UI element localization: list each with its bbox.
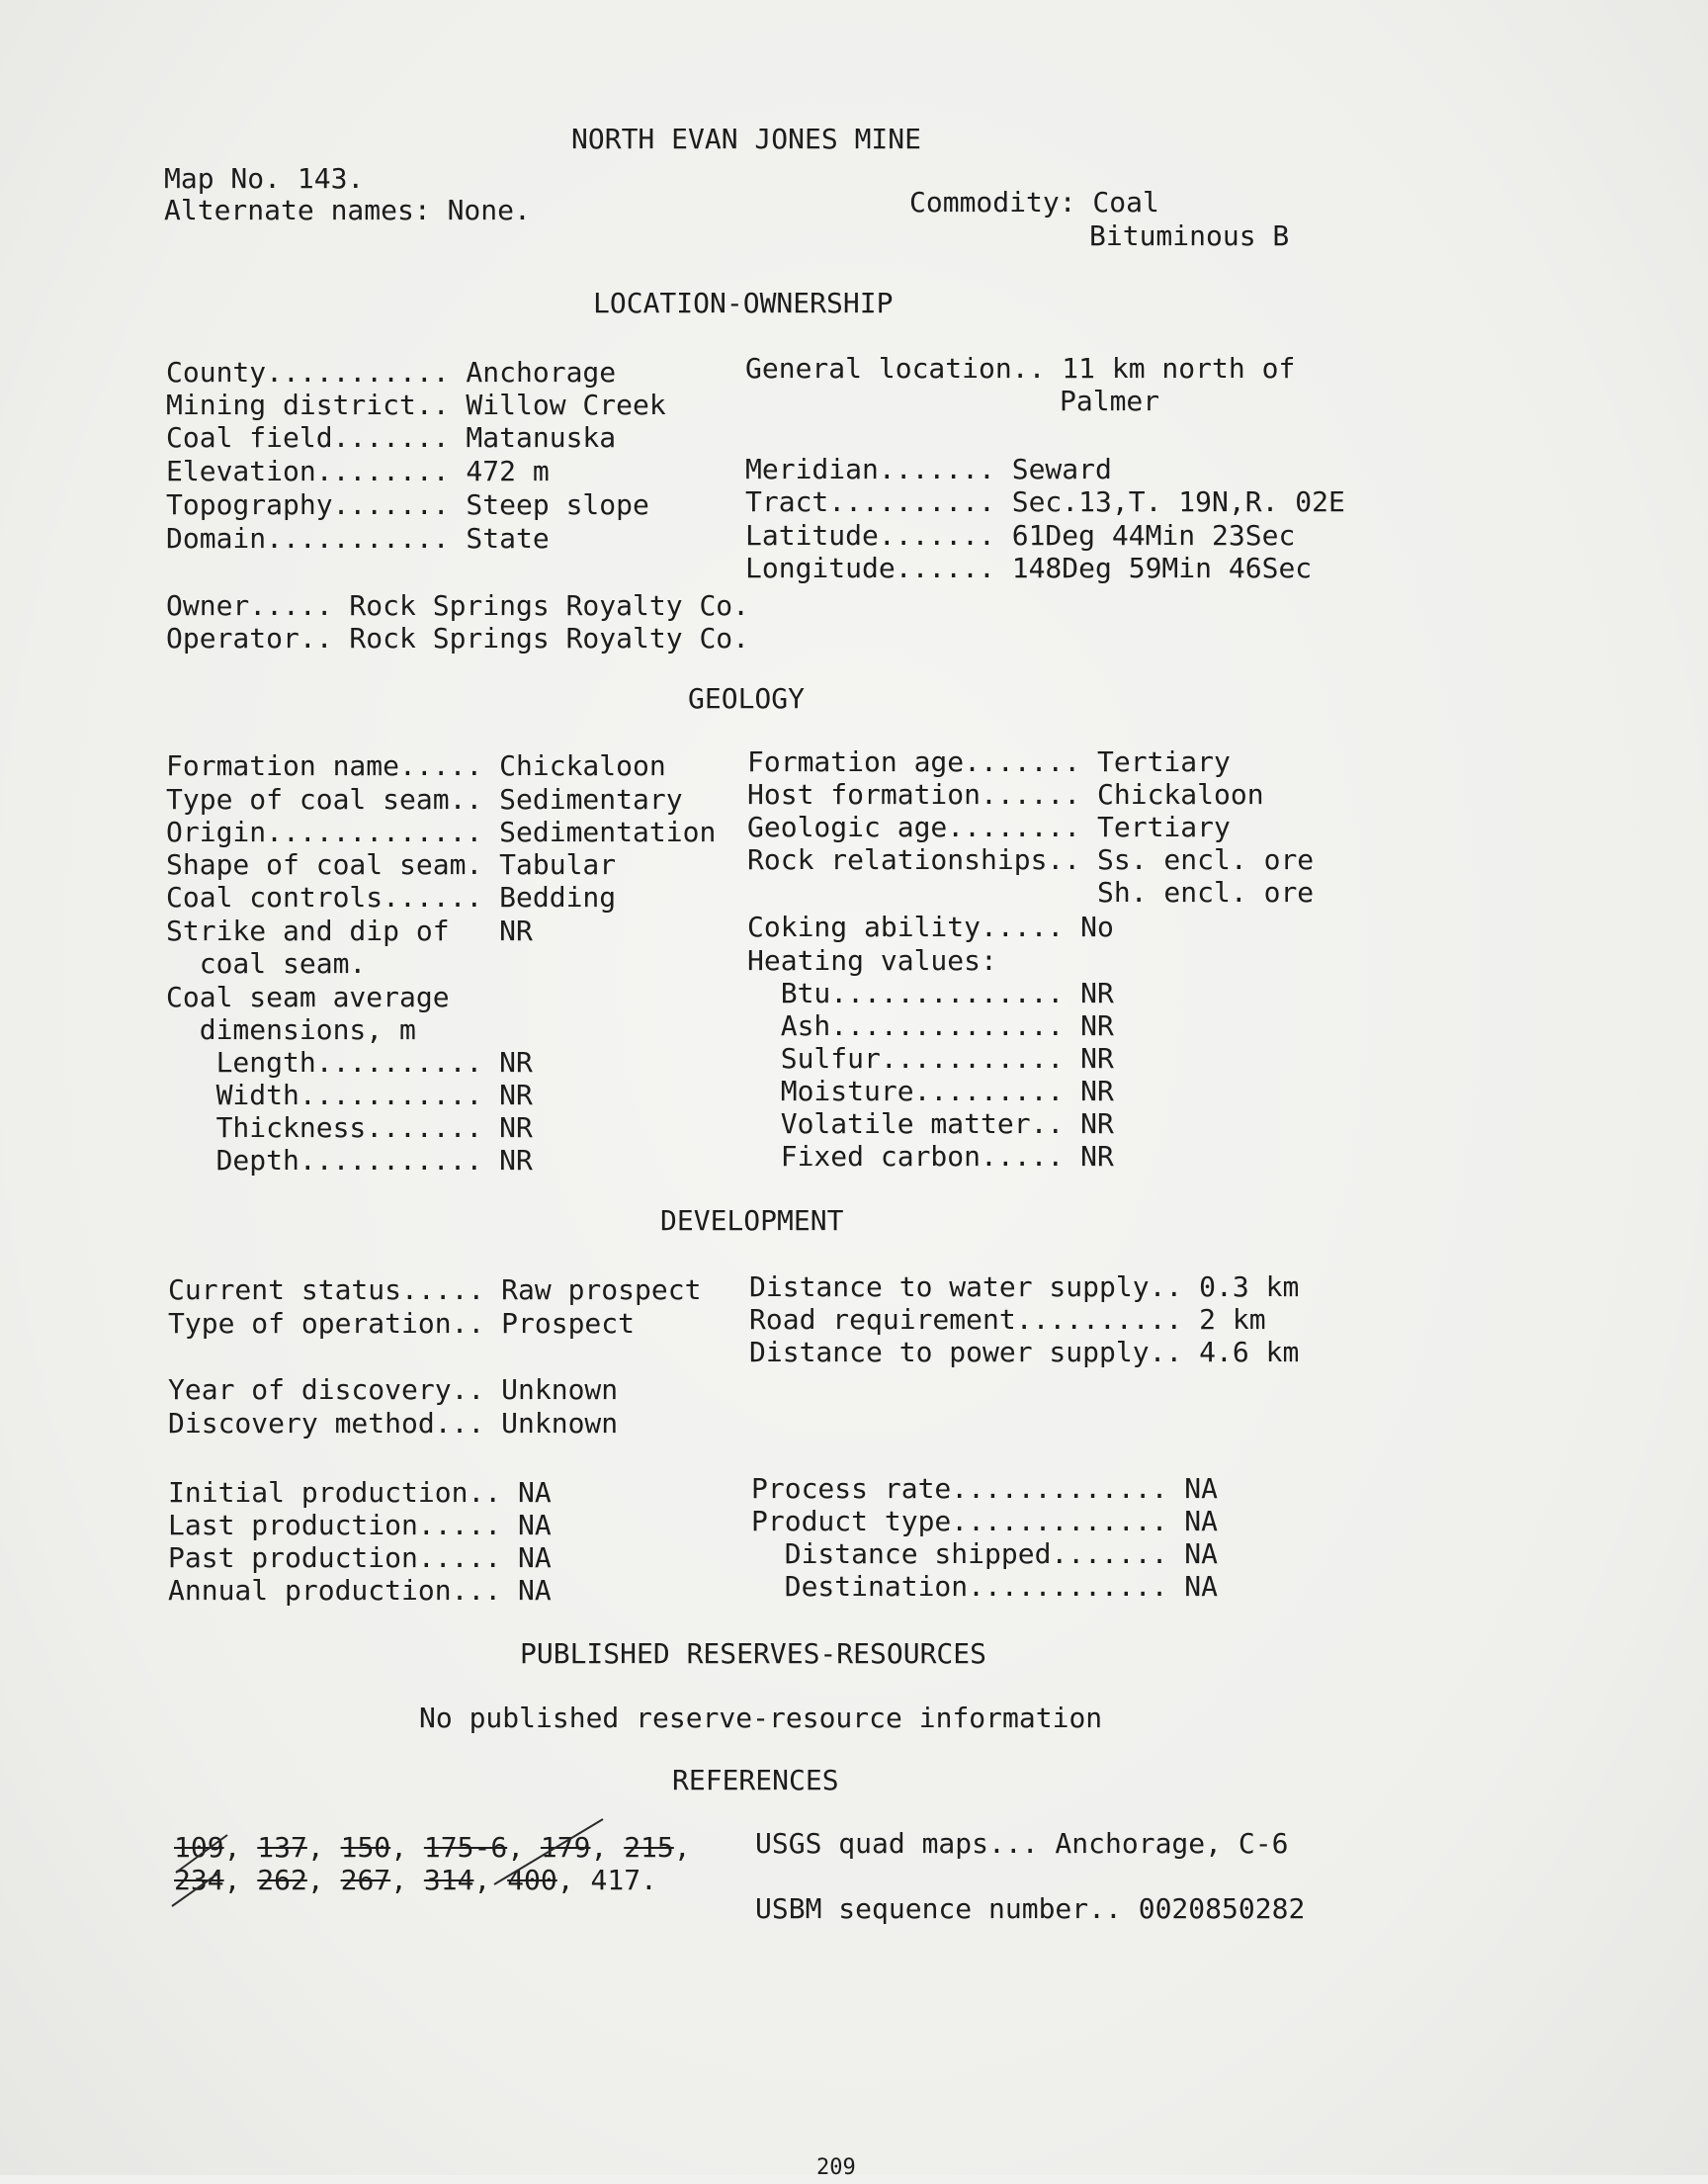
field-road-requirement: Road requirement.......... 2 km <box>749 1303 1266 1336</box>
field-mining-district: Mining district.. Willow Creek <box>166 389 666 421</box>
geology-right-line: Rock relationships.. Ss. encl. ore <box>747 843 1315 876</box>
geology-right-line: Sulfur........... NR <box>747 1042 1114 1075</box>
field-year-of-discovery: Year of discovery.. Unknown <box>168 1373 619 1406</box>
field-annual-production: Annual production... NA <box>168 1574 552 1607</box>
usgs-quad-maps: USGS quad maps... Anchorage, C-6 <box>755 1827 1289 1860</box>
field-longitude: Longitude...... 148Deg 59Min 46Sec <box>745 552 1313 584</box>
final-reference: 417. <box>590 1864 657 1896</box>
geology-left-line: Width........... NR <box>166 1079 533 1111</box>
references-line-2: 234, 262, 267, 314, 400, 417. <box>174 1864 657 1896</box>
geology-left-line: Origin............. Sedimentation <box>166 816 717 848</box>
struck-reference: 262 <box>257 1864 307 1896</box>
map-number: Map No. 143. <box>164 162 365 195</box>
field-current-status: Current status..... Raw prospect <box>168 1273 702 1306</box>
struck-reference: 215 <box>624 1831 674 1864</box>
field-last-production: Last production..... NA <box>168 1509 552 1541</box>
field-destination: Destination............ NA <box>751 1570 1219 1603</box>
geology-left-line: Length.......... NR <box>166 1046 533 1079</box>
geology-left-line: Coal controls...... Bedding <box>166 881 617 914</box>
references-heading: REFERENCES <box>672 1764 839 1796</box>
references-line-1: 109, 137, 150, 175-6, 179, 215, <box>174 1831 691 1864</box>
geology-right-line: Geologic age........ Tertiary <box>747 811 1231 843</box>
field-operator: Operator.. Rock Springs Royalty Co. <box>166 622 750 655</box>
struck-reference: 234 <box>174 1864 224 1896</box>
field-past-production: Past production..... NA <box>168 1541 552 1574</box>
geology-right-line: Formation age....... Tertiary <box>747 745 1231 778</box>
struck-reference: 267 <box>340 1864 391 1896</box>
page-number: 209 <box>816 2155 856 2180</box>
geology-left-line: dimensions, m <box>166 1013 416 1046</box>
geology-right-line: Host formation...... Chickaloon <box>747 778 1264 811</box>
field-distance-power: Distance to power supply.. 4.6 km <box>749 1336 1300 1368</box>
geology-right-line: Btu.............. NR <box>747 977 1114 1009</box>
geology-right-line: Ash.............. NR <box>747 1009 1114 1042</box>
struck-reference: 179 <box>540 1831 591 1864</box>
geology-right-line: Sh. encl. ore <box>747 876 1315 909</box>
field-distance-water: Distance to water supply.. 0.3 km <box>749 1270 1300 1303</box>
usbm-sequence-number: USBM sequence number.. 0020850282 <box>755 1892 1306 1925</box>
field-tract: Tract.......... Sec.13,T. 19N,R. 02E <box>745 485 1345 518</box>
handwritten-strike-marks <box>168 1815 623 1914</box>
geology-left-line: Formation name..... Chickaloon <box>166 749 666 782</box>
field-meridian: Meridian....... Seward <box>745 453 1112 485</box>
field-type-of-operation: Type of operation.. Prospect <box>168 1307 636 1340</box>
field-elevation: Elevation........ 472 m <box>166 455 550 487</box>
struck-reference: 137 <box>257 1831 307 1864</box>
field-county: County........... Anchorage <box>166 356 617 389</box>
field-general-location: General location.. 11 km north of <box>745 352 1296 385</box>
struck-reference: 400 <box>507 1864 557 1896</box>
struck-reference: 150 <box>340 1831 391 1864</box>
geology-right-line: Heating values: <box>747 944 997 977</box>
geology-right-line: Volatile matter.. NR <box>747 1107 1114 1140</box>
geology-right-line: Moisture......... NR <box>747 1075 1114 1107</box>
geology-left-line: Depth........... NR <box>166 1144 533 1177</box>
field-distance-shipped: Distance shipped....... NA <box>751 1537 1219 1570</box>
field-general-location-cont: Palmer <box>1060 385 1160 417</box>
development-heading: DEVELOPMENT <box>660 1204 844 1237</box>
field-domain: Domain........... State <box>166 522 550 555</box>
field-coal-field: Coal field....... Matanuska <box>166 421 617 454</box>
field-initial-production: Initial production.. NA <box>168 1476 552 1509</box>
commodity: Commodity: Coal <box>909 186 1159 218</box>
geology-left-line: Type of coal seam.. Sedimentary <box>166 783 683 816</box>
mine-title: NORTH EVAN JONES MINE <box>571 123 922 155</box>
field-product-type: Product type............. NA <box>751 1505 1219 1537</box>
field-discovery-method: Discovery method... Unknown <box>168 1407 619 1440</box>
struck-reference: 314 <box>423 1864 474 1896</box>
commodity-detail: Bituminous B <box>1089 219 1290 252</box>
field-latitude: Latitude....... 61Deg 44Min 23Sec <box>745 519 1296 552</box>
geology-heading: GEOLOGY <box>688 682 806 715</box>
reserves-heading: PUBLISHED RESERVES-RESOURCES <box>520 1637 987 1670</box>
field-owner: Owner..... Rock Springs Royalty Co. <box>166 589 750 622</box>
geology-right-line: Coking ability..... No <box>747 911 1114 943</box>
struck-reference: 109 <box>174 1831 224 1864</box>
geology-left-line: Strike and dip of NR <box>166 915 533 947</box>
geology-left-line: coal seam. <box>166 947 367 980</box>
reserves-text: No published reserve-resource information <box>419 1702 1103 1734</box>
struck-reference: 175-6 <box>423 1831 508 1864</box>
location-heading: LOCATION-OWNERSHIP <box>593 287 894 319</box>
field-process-rate: Process rate............. NA <box>751 1472 1219 1505</box>
field-topography: Topography....... Steep slope <box>166 488 649 521</box>
geology-left-line: Thickness....... NR <box>166 1111 533 1144</box>
geology-left-line: Coal seam average <box>166 981 450 1013</box>
geology-left-line: Shape of coal seam. Tabular <box>166 848 617 881</box>
geology-right-line: Fixed carbon..... NR <box>747 1140 1114 1173</box>
alternate-names: Alternate names: None. <box>164 194 531 226</box>
